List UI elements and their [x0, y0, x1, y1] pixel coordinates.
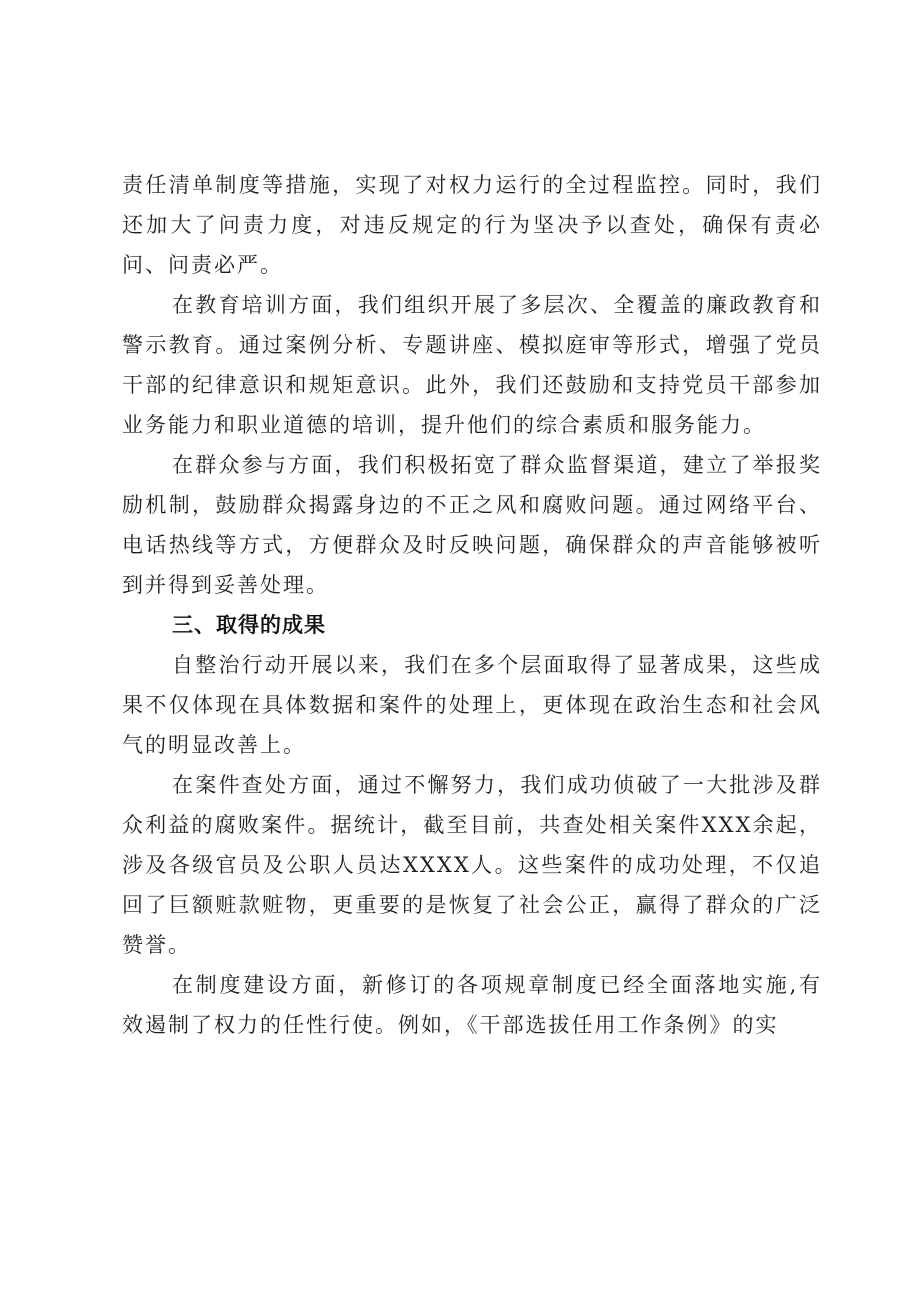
paragraph-system-building: 在制度建设方面，新修订的各项规章制度已经全面落地实施,有效遏制了权力的任性行使。例如，《干部选拔任用工作条例》的实: [122, 973, 822, 1037]
paragraph-continued: 责任清单制度等措施，实现了对权力运行的全过程监控。同时，我们还加大了问责力度，对违反规定的行为坚决予以查处，确保有责必问、问责必严。: [122, 173, 822, 277]
paragraph-education-training: 在教育培训方面，我们组织开展了多层次、全覆盖的廉政教育和警示教育。通过案例分析、专题讲座、模拟庭审等形式，增强了党员干部的纪律意识和规矩意识。此外，我们还鼓励和支持党员干部参加业务能力和职业道德的培训，提升他们的综合素质和服务能力。: [122, 293, 822, 437]
section-heading: 三、取得的成果: [172, 613, 326, 637]
paragraph-case-handling: 在案件查处方面，通过不懈努力，我们成功侦破了一大批涉及群众利益的腐败案件。据统计，截至目前，共查处相关案件XXX余起，涉及各级官员及公职人员达XXXX人。这些案件的成功处理，不仅追回了巨额赃款赃物，更重要的是恢复了社会公正，赢得了群众的广泛赞誉。: [122, 773, 822, 957]
document-body: [122, 165, 822, 1045]
paragraph-public-participation: 在群众参与方面，我们积极拓宽了群众监督渠道，建立了举报奖励机制，鼓励群众揭露身边的不正之风和腐败问题。通过网络平台、电话热线等方式，方便群众及时反映问题，确保群众的声音能够被听到并得到妥善处理。: [122, 453, 822, 597]
paragraph-achievements-intro: 自整治行动开展以来，我们在多个层面取得了显著成果，这些成果不仅体现在具体数据和案件的处理上，更体现在政治生态和社会风气的明显改善上。: [122, 653, 822, 757]
